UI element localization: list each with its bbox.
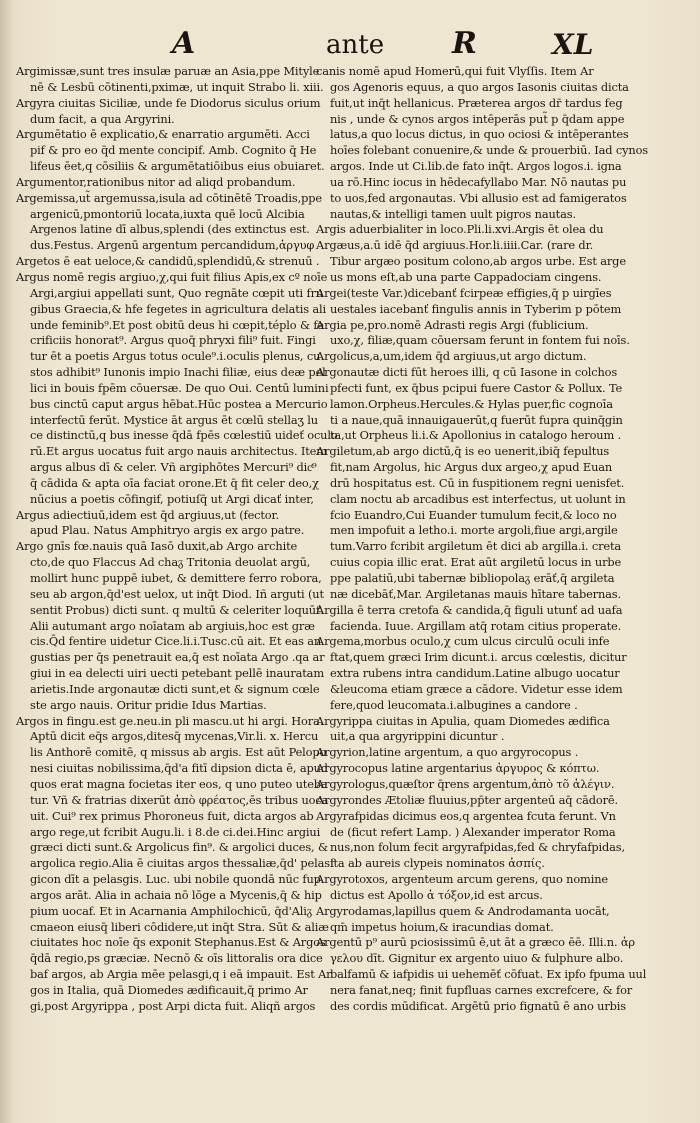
text-line: mollirt hunc puppē iubet, & demittere ferro robora, [30,571,322,585]
text-line: uestales iacebanť fingulis annis in Tyberim p pōtem [330,301,622,316]
text-line: seu ab argon,q̄d'est uelox, ut inq̄t Diod. Iñ arguti (ut [30,586,324,601]
text-line: nus,non folum fecit argyrafpidas,fed & chryfafpidas, [330,840,625,855]
text-line: q̄dā regio,ps græciæ. Necnō & oīs littoralis ora dice [30,951,323,966]
text-line: hoīes folebant conuenire,& unde & prouerbiū. Iad cynos [330,143,648,158]
running-head [0,22,700,62]
text-line: qm̄ impetus hoium,& iracundias domat. [330,919,554,934]
text-line: us mons eſt,ab una parte Cappadociam cingens. [330,269,602,284]
text-line: Argenos latine dī albus,splendi (des extinctus est. [30,222,310,237]
text-line: bus cinctū caput argus hēbat.Hūc postea a Mercurio [30,396,328,411]
entry-headword-line: Argemissa,ut̃ argemussa,isula ad cōtinētē Troadis,ppe [16,190,322,205]
entry-headword-line: Argimissæ,sunt tres insulæ paruæ an Asia,ppe Mityle [16,64,320,78]
entry-headword-line: Argyrocopus latine argentarius ἀργυρος & κόπτω. [316,761,600,776]
text-line: sentit Probus) dicti sunt. q multū & celeriter loquūť. [30,602,324,617]
text-line: græci dicti sunt.& Argolicus fin⁹. & argolici duces, & [30,840,328,855]
text-line: fere,quod leucomata.i.albugines a candore . [330,697,578,712]
left-text-column [16,64,338,1015]
text-line: men impofuit a letho.i. morte argoli,fiue argi,argile [330,523,618,538]
text-line: cis.Q̄d fentire uidetur Cice.li.i.Tusc.cū ait. Et eas an [30,634,322,649]
text-line: argus albus dī & celer. Vñ argiphōtes Mercuri⁹ dicͭ⁹ [30,460,317,475]
text-line: pfecti funt, ex q̄bus pcipui fuere Castor & Pollux. Te [330,380,623,395]
text-line: argos. Inde ut Ci.lib.de fato inq̄t. Argos logos.i. igna [330,159,622,174]
text-line: cuius copia illic erat. Erat aūt argiletū locus in urbe [330,555,622,570]
text-line: nesi ciuitas nobilissima,q̄d'a fitī dipsion dicta ē, apud [30,761,328,776]
text-line: γελoυ dīt. Gignitur ex argento uiuo & fulphure albo. [330,951,624,966]
text-line: rū.Et argus uocatus fuit argo nauis architectus. Item [30,444,327,459]
entry-headword-line: Argetos ē eat ueloce,& candidū,splendidū,& strenuū . [16,254,320,269]
text-line: gustias per q̄s penetrauit ea,q̄ est noīata Argo .qa ar [30,650,325,665]
text-line: facienda. Iuue. Argillam atq̄ rotam citius properate. [330,618,622,633]
entry-headword-line: Argis aduerbialiter in loco.Pli.li.xvi.Argis ēt olea du [316,222,604,237]
text-line: dum facit, a qua Argyrini. [30,111,175,126]
text-line: ua rō.Hinc iocus in hēdecafyllabo Mar. Nō nautas pu [330,174,627,189]
text-line: argo rege,ut fcribit Augu.li. i 8.de ci.dei.Hinc argiui [30,824,321,839]
text-line: pif & pro eo q̄d mente concipif. Amb. Cognito q̄ He [30,143,317,158]
entry-headword-line: Argyrafpidas dicimus eos,q argentea fcuta ferunt. Vn [316,808,616,823]
text-line: dus.Festus. Argenū argentum percandidum,ἀργυφ [30,238,315,253]
text-line: ste argo nauis. Oritur pridie Idus Martias. [30,697,267,712]
entry-headword-line: Argilla ē terra cretofa & candida,q̄ figuli utunť ad uafa [316,602,623,617]
entry-headword-line: Argo gnīs fœ.nauis quā Iasō duxit,ab Argo archite [16,539,298,554]
text-line: argolica regio.Alia ē ciuitas argos thessaliæ,q̄d' pelasf [30,856,335,871]
text-line: ftat,quem græci Irim dicunt.i. arcus cœlestis, dicitur [330,650,627,665]
text-line: ti a naue,quā innauigauerūt,q fuerūt fupra quinq̄gin [330,412,623,427]
text-line: quos erat magna focietas iter eos, q uno puteo uteba [30,776,328,791]
entry-headword-line: Argyrologus,quæſtor q̄rens argentum,ἀπὸ τõ ἀλέγιν. [316,776,615,791]
right-text-column [316,64,648,1015]
text-line: dictus est Apollo ἀ τόξον,id est arcus. [330,887,543,902]
entry-headword-line: Argyrotoxos, argenteum arcum gerens, quo nomine [316,872,608,887]
text-line: lis Anthorē comitē, q missus ab argis. Est aūt Pelopo [30,745,327,760]
text-line: næ dicebāť,Mar. Argiletanas mauis hītare tabernas. [330,586,621,601]
binding-shadow [0,0,14,1123]
text-line: nautas,& intelligi tamen uult pigros nautas. [330,206,576,221]
entry-headword-line: Argus adiectiuū,idem est q̄d argiuus,ut (fector. [16,507,280,522]
text-line: pium uocaf. Et in Acarnania Amphilochicū, q̄d'Aliᵹ [30,903,312,918]
entry-headword-line: Argyra ciuitas Siciliæ, unde fe Diodorus siculus orium [16,95,321,110]
text-line: nūcius a poetis cōfingif, potiuſq̄ ut Argi dicať inter, [30,491,314,506]
entry-headword-line: Argyrion,latine argentum, a quo argyrocopus . [316,745,579,760]
text-line: interfectū ferūt. Mystice āt argus ēt cœlū stellaʒ lu [30,412,318,427]
text-line: arietis.Inde argonautæ dicti sunt,et & signum cœle [30,681,320,696]
running-head-right-letter: R [452,26,477,61]
text-line: unde feminib⁹.Et post obitū deus hi cœpit,téplo & fa [30,317,325,332]
text-line: ita ab aureis clypeis nominatos ἀσπίς. [330,856,545,871]
text-line: q̄ cādida & apta oīa faciat orone.Et q̄ fit celer deo,χ [30,475,319,490]
text-line: uit. Cui⁹ rex primus Phoroneus fuit, dicta argos ab [30,808,314,823]
text-line: gi,post Argyrippa , post Arpi dicta fuit. Aliqñ argos [30,998,316,1013]
text-line: tur. Vñ & fratrias dixerūt ἀπὸ φρέατος,ēs tribus uoca [30,792,329,807]
text-line: fuit,ut inq̄t hellanicus. Præterea argos dr̄ tardus feg [330,95,623,110]
text-line: nera fanat,neq; finit fupfluas carnes excrefcere, & for [330,982,633,997]
entry-headword-line: Argema,morbus oculo,χ cum ulcus circulū oculi infe [316,634,610,649]
text-line: gos Agenoris equus, a quo argos Iasonis ciuitas dicta [330,79,629,94]
text-line: gicon dīt a pelasgis. Luc. ubi nobile quondā nūc fup [30,872,321,887]
text-line: argenicū,pmontoriū locata,iuxta quē locū Alcibia [30,206,305,221]
text-line: drū hospitatus est. Cū in fuspitionem regni uenisfet. [330,475,625,490]
entry-headword-line: canis nomē apud Homerū,qui fuit Vlyſſis. Item Ar [316,64,594,78]
entry-headword-line: Argei(teste Var.)dicebanť fcirpeæ effigies,q̄ p uirgīes [316,285,612,300]
text-line: &leucoma etiam græce a cādore. Videtur esse idem [330,681,623,696]
text-line: to uos,fed argonautas. Vbi allusio est ad famigeratos [330,190,627,205]
text-line: stos adhibit⁹ Iunonis impio Inachi filiæ, eius deæ pel [30,365,326,380]
text-line: ce distinctū,q bus inesse q̄dā fpēs cœlestiū uideť oculo [30,428,338,443]
running-head-left-letter: A [172,26,196,61]
text-line: balfamū & iafpidis ui uehemēť cōfuat. Ex ipfo fpuma uul [330,967,647,982]
entry-headword-line: Argiletum,ab argo dictū,q̄ is eo uenerit,ibiq̄ fepultus [316,444,610,459]
text-line: argos arāt. Alia in achaia nō lōge a Mycenis,q̄ & hip [30,887,322,902]
text-line: ta,ut Orpheus li.i.& Apollonius in catalogo heroum . [330,428,622,443]
text-line: cmaeon eiusq̄ liberi cōdidere,ut inq̄t Stra. Sūt & aliæ [30,919,329,934]
text-line: de (ficut refert Lamp. ) Alexander imperator Roma [330,824,616,839]
text-line: Aptū dicit eq̄s argos,ditesq̄ mycenas,Vir.li. x. Hercu [30,729,319,744]
entry-headword-line: Argia pe,pro.nomē Adrasti regis Argi (fublicium. [316,317,589,332]
entry-headword-line: Argumentor,rationibus nitor ad aliqd probandum. [16,174,296,189]
entry-headword-line: Argonautæ dicti fūt heroes illi, q cū Iasone in colchos [316,365,618,380]
entry-headword-line: Argyrondes Ætoliæ fluuius,pp̄ter argenteū aq̄ cādorē. [316,792,618,807]
text-line: extra rubens intra candidum.Latine albugo uocatur [330,666,620,681]
text-line: uit,a qua argyrippini dicuntur . [330,729,505,744]
text-line: ciuitates hoc noīe q̄s exponit Stephanus.Est & Argos [30,935,326,950]
text-line: nis , unde & cynos argos intēperās put̃ p q̄dam appe [330,111,625,126]
text-line: tur ēt a poetis Argus totus ocule⁹.i.oculis plenus, cu [30,349,321,364]
entry-headword-line: Argos in fingu.est ge.neu.in pli mascu.ut hi argi. Hora. [16,713,324,728]
entry-headword-line: Argumētatio ē explicatio,& enarratio argumēti. Acci [16,127,310,142]
text-line: apud Plau. Natus Amphitryo argis ex argo patre. [30,523,305,538]
entry-headword-line: Argus nomē regis argiuo,χ,qui fuit filius Apis,ex cº noīe [16,269,328,284]
text-line: ppe palatiū,ubi tabernæ bibliopolaᵹ erāť,q̄ argileta [330,571,615,585]
text-line: Tibur argæo positum colono,ab argos urbe. Est arge [330,254,626,269]
text-line: gos in Italia, quā Diomedes ædificauit,q̄ primo Ar [30,982,308,997]
text-line: Alii autumant argo noīatam ab argiuis,hoc est græ [30,618,315,633]
text-line: nē & Lesbū cōtinenti,pximæ, ut inquit Strabo li. xiii. [30,79,324,94]
text-line: crificiis honorat⁹. Argus quoq̄ phryxi fili⁹ fuit. Fingi [30,333,316,348]
text-line: lici in bouis fpēm cōuersæ. De quo Oui. Centū lumini [30,380,329,395]
text-line: des cordis mūdificat. Argētū prio fignatū ē ano urbis [330,998,626,1013]
text-line: fcio Euandro,Cui Euander tumulum fecit,& loco no [330,507,617,522]
text-line: latus,a quo locus dictus, in quo ociosi & intēperantes [330,127,629,142]
entry-headword-line: Argentū p⁹ aurū pciosissimū ē,ut āt a græco ēē. Illi.n. ἀρ [316,935,635,950]
text-line: cto,de quo Flaccus Ad chaᵹ Tritonia deuolat argū, [30,555,311,570]
text-line: Argi,argiui appellati sunt, Quo regnāte cœpit uti fru [30,285,324,300]
text-line: lifeus ēet,q cōsiliis & argumētatiōibus eius obuiaret. [30,159,325,174]
text-line: giui in ea delecti uiri uecti petebant pellē inauratam [30,666,324,681]
text-line: gibus Graecia,& hfe fegetes in agricultura delatis ali [30,301,327,316]
entry-headword-line: Argyrodamas,lapillus quem & Androdamanta uocāt, [316,903,610,918]
folio-number: XL [552,28,594,61]
text-line: lamon.Orpheus.Hercules.& Hylas puer,fic cognoīa [330,396,613,411]
text-line: clam noctu ab arcadibus est interfectus, ut uolunt in [330,491,626,506]
entry-headword-line: Argolicus,a,um,idem q̄d argiuus,ut argo dictum. [316,349,587,364]
text-line: baf argos, ab Argia mēe pelasgi,q i eā impauit. Est Ar [30,967,332,982]
entry-headword-line: Argyrippa ciuitas in Apulia, quam Diomedes ædifica [316,713,610,728]
running-head-word: ante [326,30,385,60]
text-line: tum.Varro fcribit argiletum ēt dici ab argilla.i. creta [330,539,622,554]
entry-headword-line: Argæus,a.ū idē q̄d argiuus.Hor.li.iiii.Car. (rare dr. [316,238,594,253]
text-line: fit,nam Argolus, hic Argus dux argeo,χ apud Euan [330,460,613,475]
text-line: uxo,χ, filiæ,quam cōuersam ferunt in fontem fui noīs. [330,333,630,348]
